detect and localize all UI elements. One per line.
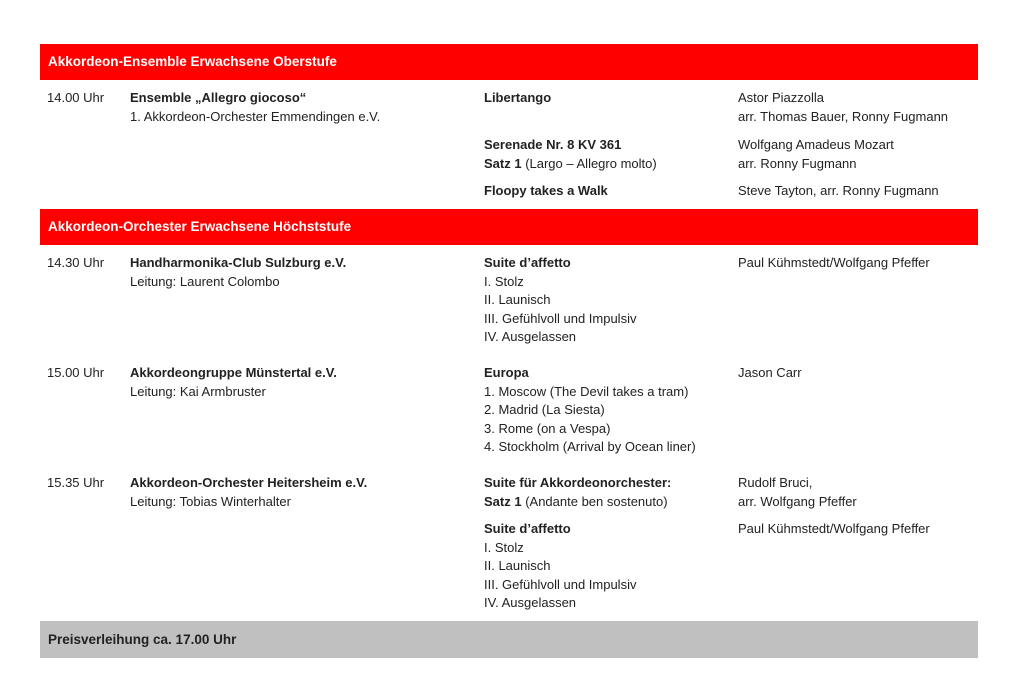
piece-title: Libertango [484,90,552,105]
ensemble-leader: 1. Akkordeon-Orchester Emmendingen e.V. [130,108,381,124]
piece-movement: I. Stolz [484,273,524,289]
piece-satz-detail: (Andante ben sostenuto) [521,493,668,509]
composer-block [738,254,930,273]
composer-block [738,364,802,383]
ensemble-block [130,89,380,126]
section-header: Akkordeon-Ensemble Erwachsene Oberstufe [40,44,978,80]
piece-movement: III. Gefühlvoll und Impulsiv [484,310,637,326]
piece-title: Europa [484,365,529,380]
piece-satz-label: Satz 1 [484,493,522,509]
piece-block [484,520,636,613]
time-label: 14.00 Uhr [47,90,105,105]
piece-block [484,474,671,511]
piece-movement: 2. Madrid (La Siesta) [484,402,605,417]
piece-movement: 1. Moscow (The Devil takes a tram) [484,383,689,399]
section-header: Akkordeon-Orchester Erwachsene Höchststufe [40,209,978,245]
time-label: 15.35 Uhr [47,475,105,490]
piece-title: Suite d’affetto [484,521,571,536]
composer-line: arr. Wolfgang Pfeffer [738,493,857,509]
ensemble-leader: Leitung: Laurent Colombo [130,273,280,289]
piece-movement: II. Launisch [484,558,551,573]
piece-movement: IV. Ausgelassen [484,329,577,344]
piece-block [484,136,657,173]
composer-line: Paul Kühmstedt/Wolfgang Pfeffer [738,255,930,270]
composer-block [738,474,857,511]
composer-line: Wolfgang Amadeus Mozart [738,137,894,152]
piece-title: Serenade Nr. 8 KV 361 [484,137,622,152]
ensemble-leader: Leitung: Kai Armbruster [130,383,266,399]
award-ceremony-bar: Preisverleihung ca. 17.00 Uhr [40,621,978,658]
composer-line: arr. Thomas Bauer, Ronny Fugmann [738,108,949,124]
piece-movement: IV. Ausgelassen [484,595,577,610]
piece-title: Floopy takes a Walk [484,183,608,198]
composer-block [738,182,939,201]
ensemble-leader: Leitung: Tobias Winterhalter [130,493,291,509]
composer-block [738,520,930,539]
time-label: 14.30 Uhr [47,255,105,270]
composer-line: Paul Kühmstedt/Wolfgang Pfeffer [738,521,930,536]
piece-block [484,254,636,347]
ensemble-name: Ensemble „Allegro giocoso“ [130,90,307,105]
composer-line: Jason Carr [738,365,802,380]
piece-block [484,364,696,457]
piece-block [484,89,551,108]
piece-satz-label: Satz 1 [484,155,522,171]
piece-movement: III. Gefühlvoll und Impulsiv [484,576,637,592]
ensemble-block [130,254,346,291]
ensemble-name: Handharmonika-Club Sulzburg e.V. [130,255,347,270]
ensemble-block [130,474,367,511]
ensemble-name: Akkordeongruppe Münstertal e.V. [130,365,337,380]
composer-line: arr. Ronny Fugmann [738,155,857,171]
time-label: 15.00 Uhr [47,365,105,380]
composer-line: Rudolf Bruci, [738,475,813,490]
piece-movement: I. Stolz [484,539,524,555]
ensemble-block [130,364,337,401]
composer-line: Steve Tayton, arr. Ronny Fugmann [738,183,939,198]
composer-line: Astor Piazzolla [738,90,824,105]
piece-block [484,182,608,201]
piece-movement: 4. Stockholm (Arrival by Ocean liner) [484,439,696,454]
composer-block [738,89,948,126]
piece-movement: II. Launisch [484,292,551,307]
piece-title: Suite d’affetto [484,255,571,270]
piece-title: Suite für Akkordeonorchester: [484,475,672,490]
piece-satz-detail: (Largo – Allegro molto) [521,155,657,171]
composer-block [738,136,894,173]
ensemble-name: Akkordeon-Orchester Heitersheim e.V. [130,475,368,490]
piece-movement: 3. Rome (on a Vespa) [484,420,611,436]
